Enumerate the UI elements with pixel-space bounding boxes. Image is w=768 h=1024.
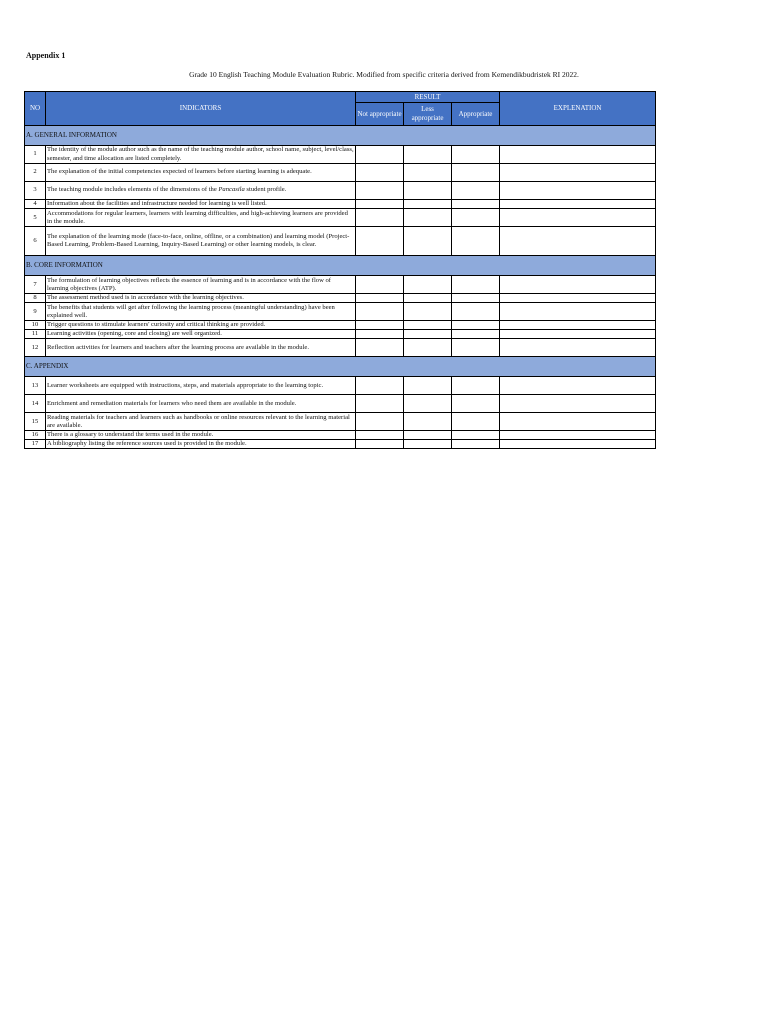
appropriate-cell[interactable] — [452, 321, 500, 330]
not-appropriate-cell[interactable] — [356, 440, 404, 449]
not-appropriate-cell[interactable] — [356, 276, 404, 294]
not-appropriate-cell[interactable] — [356, 303, 404, 321]
less-appropriate-cell[interactable] — [404, 200, 452, 209]
indicator-text-part: The teaching module includes elements of the dimensions of the — [47, 186, 219, 194]
less-appropriate-cell[interactable] — [404, 164, 452, 182]
indicator-text: The benefits that students will get after following the learning process (meaningful understanding) have been explained well. — [46, 303, 356, 321]
section-row — [25, 357, 656, 377]
indicator-text: Learner worksheets are equipped with instructions, steps, and materials appropriate to the learning topic. — [46, 377, 356, 395]
row-number: 1 — [25, 146, 46, 164]
table-row — [25, 413, 656, 431]
table-header — [25, 92, 656, 126]
indicator-text: Learning activities (opening, core and closing) are well organized. — [46, 330, 356, 339]
appropriate-cell[interactable] — [452, 413, 500, 431]
indicator-text-emphasis: Pancasila — [218, 186, 245, 194]
less-appropriate-cell[interactable] — [404, 339, 452, 357]
row-number: 9 — [25, 303, 46, 321]
row-number: 3 — [25, 182, 46, 200]
indicator-text: The formulation of learning objectives reflects the essence of learning and is in accordance with the flow of learning objectives (ATP). — [46, 276, 356, 294]
appropriate-cell[interactable] — [452, 395, 500, 413]
row-number: 17 — [25, 440, 46, 449]
not-appropriate-cell[interactable] — [356, 227, 404, 256]
less-appropriate-cell[interactable] — [404, 209, 452, 227]
row-number: 11 — [25, 330, 46, 339]
less-appropriate-cell[interactable] — [404, 330, 452, 339]
less-appropriate-cell[interactable] — [404, 227, 452, 256]
explanation-cell[interactable] — [500, 227, 656, 256]
section-row — [25, 256, 656, 276]
row-number: 8 — [25, 294, 46, 303]
not-appropriate-cell[interactable] — [356, 200, 404, 209]
row-number: 6 — [25, 227, 46, 256]
row-number: 4 — [25, 200, 46, 209]
explanation-cell[interactable] — [500, 395, 656, 413]
less-appropriate-cell[interactable] — [404, 431, 452, 440]
less-appropriate-cell[interactable] — [404, 276, 452, 294]
indicator-text: Trigger questions to stimulate learners' curiosity and critical thinking are provided. — [46, 321, 356, 330]
table-row — [25, 377, 656, 395]
table-row — [25, 276, 656, 294]
not-appropriate-cell[interactable] — [356, 164, 404, 182]
not-appropriate-cell[interactable] — [356, 209, 404, 227]
header-indicators: INDICATORS — [46, 92, 356, 126]
row-number: 10 — [25, 321, 46, 330]
appendix-label: Appendix 1 — [26, 51, 66, 60]
appropriate-cell[interactable] — [452, 200, 500, 209]
table-row — [25, 321, 656, 330]
less-appropriate-cell[interactable] — [404, 294, 452, 303]
table-row — [25, 440, 656, 449]
table-row — [25, 200, 656, 209]
row-number: 15 — [25, 413, 46, 431]
indicator-text: A bibliography listing the reference sources used is provided in the module. — [46, 440, 356, 449]
header-appropriate: Appropriate — [452, 103, 500, 126]
not-appropriate-cell[interactable] — [356, 377, 404, 395]
less-appropriate-cell[interactable] — [404, 303, 452, 321]
not-appropriate-cell[interactable] — [356, 413, 404, 431]
row-number: 7 — [25, 276, 46, 294]
not-appropriate-cell[interactable] — [356, 330, 404, 339]
appropriate-cell[interactable] — [452, 227, 500, 256]
appropriate-cell[interactable] — [452, 294, 500, 303]
explanation-cell[interactable] — [500, 209, 656, 227]
appropriate-cell[interactable] — [452, 440, 500, 449]
indicator-text: Information about the facilities and infrastructure needed for learning is well listed. — [46, 200, 356, 209]
indicator-text: There is a glossary to understand the terms used in the module. — [46, 431, 356, 440]
appropriate-cell[interactable] — [452, 146, 500, 164]
explanation-cell[interactable] — [500, 321, 656, 330]
row-number: 2 — [25, 164, 46, 182]
table-row — [25, 164, 656, 182]
row-number: 16 — [25, 431, 46, 440]
section-title: A. GENERAL INFORMATION — [25, 126, 656, 146]
section-title: B. CORE INFORMATION — [25, 256, 656, 276]
less-appropriate-cell[interactable] — [404, 321, 452, 330]
table-row — [25, 330, 656, 339]
not-appropriate-cell[interactable] — [356, 182, 404, 200]
indicator-text: Reflection activities for learners and teachers after the learning process are available in the module. — [46, 339, 356, 357]
indicator-text: The explanation of the learning mode (face-to-face, online, offline, or a combination) and learning model (Project-Based Learning, Problem-Based Learning, Inquiry-Based Learning) or other learning models, is clear. — [46, 227, 356, 256]
header-no: NO — [25, 92, 46, 126]
explanation-cell[interactable] — [500, 330, 656, 339]
not-appropriate-cell[interactable] — [356, 339, 404, 357]
table-row — [25, 395, 656, 413]
less-appropriate-cell[interactable] — [404, 440, 452, 449]
indicator-text: The explanation of the initial competencies expected of learners before starting learning is adequate. — [46, 164, 356, 182]
explanation-cell[interactable] — [500, 431, 656, 440]
explanation-cell[interactable] — [500, 294, 656, 303]
explanation-cell[interactable] — [500, 339, 656, 357]
table-caption: Grade 10 English Teaching Module Evaluation Rubric. Modified from specific criteria derived from Kemendikbudristek RI 2022. — [189, 70, 579, 79]
not-appropriate-cell[interactable] — [356, 146, 404, 164]
table-row — [25, 303, 656, 321]
header-explanation: EXPLENATION — [500, 92, 656, 126]
indicator-text: Accommodations for regular learners, learners with learning difficulties, and high-achieving learners are provided in the module. — [46, 209, 356, 227]
row-number: 14 — [25, 395, 46, 413]
row-number: 13 — [25, 377, 46, 395]
section-title: C. APPENDIX — [25, 357, 656, 377]
indicator-text: The identity of the module author such as the name of the teaching module author, school name, subject, level/class, semester, and time allocation are listed completely. — [47, 146, 354, 162]
not-appropriate-cell[interactable] — [356, 294, 404, 303]
indicator-text — [46, 182, 356, 200]
less-appropriate-cell[interactable] — [404, 395, 452, 413]
appropriate-cell[interactable] — [452, 330, 500, 339]
indicator-text: Enrichment and remediation materials for learners who need them are available in the module. — [46, 395, 356, 413]
explanation-cell[interactable] — [500, 200, 656, 209]
less-appropriate-cell[interactable] — [404, 413, 452, 431]
appropriate-cell[interactable] — [452, 377, 500, 395]
header-less-appropriate: Less appropriate — [404, 103, 452, 126]
indicator-text: The assessment method used is in accordance with the learning objectives. — [46, 294, 356, 303]
table-row — [25, 182, 656, 200]
appropriate-cell[interactable] — [452, 182, 500, 200]
explanation-cell[interactable] — [500, 303, 656, 321]
header-not-appropriate: Not appropriate — [356, 103, 404, 126]
header-result: RESULT — [356, 92, 500, 103]
table-row — [25, 339, 656, 357]
not-appropriate-cell[interactable] — [356, 395, 404, 413]
table-row — [25, 209, 656, 227]
explanation-cell[interactable] — [500, 276, 656, 294]
explanation-cell[interactable] — [500, 182, 656, 200]
appropriate-cell[interactable] — [452, 339, 500, 357]
less-appropriate-cell[interactable] — [404, 146, 452, 164]
indicator-text: Reading materials for teachers and learners such as handbooks or online resources relevant to the learning material are available. — [46, 413, 356, 431]
appropriate-cell[interactable] — [452, 276, 500, 294]
explanation-cell[interactable] — [500, 146, 656, 164]
explanation-cell[interactable] — [500, 164, 656, 182]
not-appropriate-cell[interactable] — [356, 431, 404, 440]
appropriate-cell[interactable] — [452, 431, 500, 440]
row-number: 12 — [25, 339, 46, 357]
section-row — [25, 126, 656, 146]
less-appropriate-cell[interactable] — [404, 182, 452, 200]
explanation-cell[interactable] — [500, 377, 656, 395]
not-appropriate-cell[interactable] — [356, 321, 404, 330]
table-row — [25, 431, 656, 440]
table-body — [25, 126, 656, 449]
table-row — [25, 294, 656, 303]
row-number: 5 — [25, 209, 46, 227]
explanation-cell[interactable] — [500, 440, 656, 449]
table-row — [25, 146, 656, 164]
indicator-text-part: student profile. — [244, 186, 287, 194]
table-row — [25, 227, 656, 256]
evaluation-rubric-table — [24, 91, 656, 449]
appropriate-cell[interactable] — [452, 209, 500, 227]
explanation-cell[interactable] — [500, 413, 656, 431]
appropriate-cell[interactable] — [452, 303, 500, 321]
appropriate-cell[interactable] — [452, 164, 500, 182]
less-appropriate-cell[interactable] — [404, 377, 452, 395]
